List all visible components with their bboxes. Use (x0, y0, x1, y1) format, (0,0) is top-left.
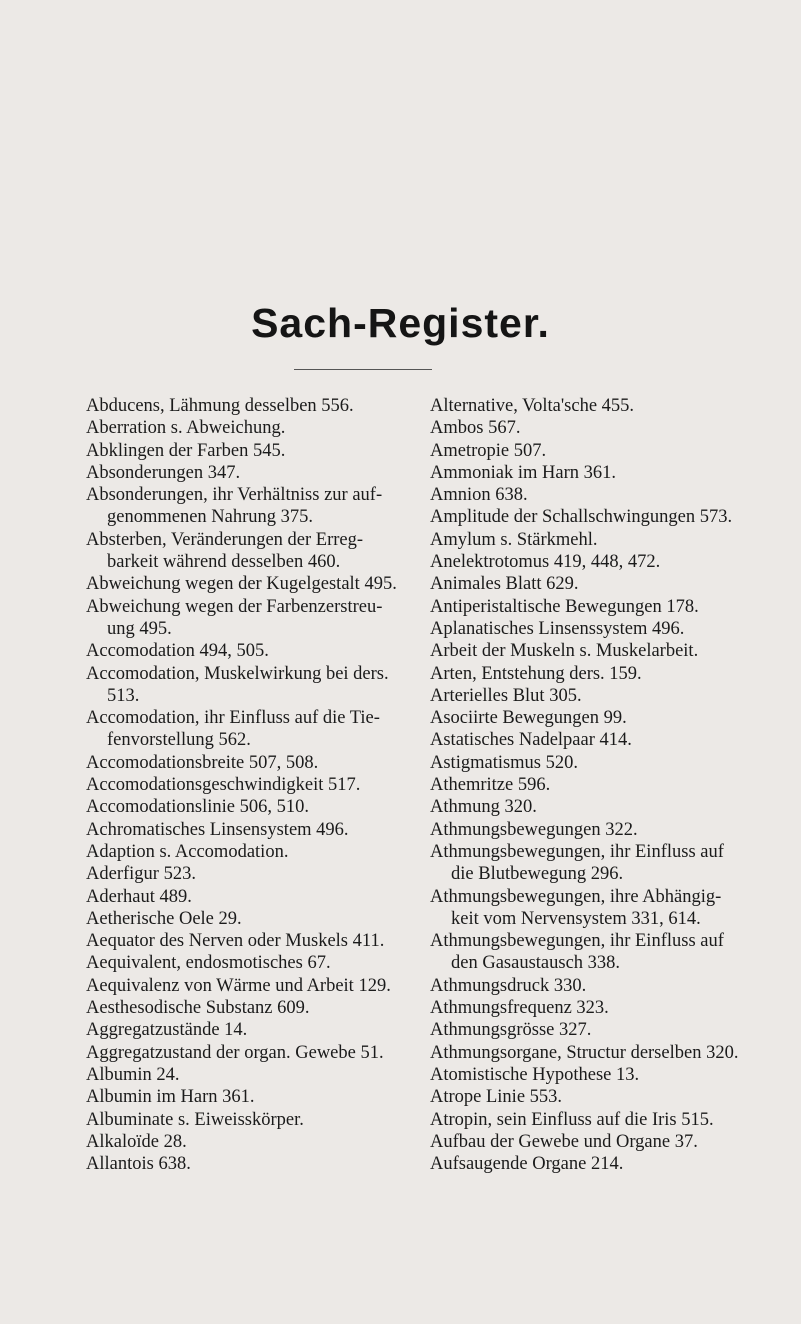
index-entry: Aequivalent, endosmotisches 67. (86, 953, 331, 974)
index-entry: Ametropie 507. (430, 440, 547, 461)
index-entry: Anelektrotomus 419, 448, 472. (430, 552, 661, 573)
index-entry: Albumin im Harn 361. (86, 1087, 255, 1108)
index-entry: Arten, Entstehung ders. 159. (430, 663, 642, 684)
index-entry: Athmungsgrösse 327. (430, 1020, 592, 1041)
index-entry: Amylum s. Stärkmehl. (430, 529, 598, 550)
index-entry: Aufbau der Gewebe und Organe 37. (430, 1131, 698, 1152)
index-entry: Astigmatismus 520. (430, 752, 579, 773)
index-entry: Aetherische Oele 29. (86, 908, 242, 929)
index-entry: Aequivalenz von Wärme und Arbeit 129. (86, 975, 391, 996)
index-entry: Aufsaugende Organe 214. (430, 1154, 624, 1175)
index-entry: Alternative, Volta'sche 455. (430, 396, 635, 416)
index-entry: Albumin 24. (86, 1064, 180, 1085)
index-entry: Athmungsfrequenz 323. (430, 998, 609, 1019)
index-entry: Alkaloïde 28. (86, 1131, 187, 1152)
index-entry: Asociirte Bewegungen 99. (430, 708, 627, 729)
index-entry: Atropin, sein Einfluss auf die Iris 515. (430, 1109, 714, 1130)
index-entry: Atrope Linie 553. (430, 1087, 563, 1108)
index-entry: Arterielles Blut 305. (430, 685, 582, 706)
index-entry: Accomodationslinie 506, 510. (86, 797, 309, 818)
index-entry: Athmung 320. (430, 797, 537, 818)
index-entry: Aggregatzustand der organ. Gewebe 51. (86, 1042, 384, 1063)
index-entry: Aberration s. Abweichung. (86, 418, 286, 439)
index-entry: Ammoniak im Harn 361. (430, 462, 617, 483)
index-entry: Allantois 638. (86, 1154, 191, 1175)
index-entry: Aderhaut 489. (86, 886, 192, 907)
index-entry: Aggregatzustände 14. (86, 1020, 248, 1041)
index-column-right (430, 395, 782, 1175)
index-entry: Athmungsbewegungen, ihre Abhängig- keit vom Nervensystem 331, 614. (430, 886, 722, 929)
index-entry: Athmungsbewegungen, ihr Einfluss auf den Gasaustausch 338. (430, 931, 724, 974)
index-entry: Astatisches Nadelpaar 414. (430, 730, 632, 751)
index-entry: Absterben, Veränderungen der Erreg- barkeit während desselben 460. (86, 529, 364, 573)
index-entry: Ambos 567. (430, 418, 521, 439)
index-entry: Athmungsbewegungen, ihr Einfluss auf die Blutbewegung 296. (430, 841, 724, 885)
index-entry: Animales Blatt 629. (430, 574, 579, 595)
index-entry: Achromatisches Linsensystem 496. (86, 819, 349, 840)
page-title: Sach-Register. (251, 300, 550, 346)
index-column-left (86, 395, 404, 1175)
index-entry: Athmungsdruck 330. (430, 975, 587, 996)
index-entry: Athmungsorgane, Structur derselben 320. (430, 1042, 739, 1063)
index-entry: Aplanatisches Linsenssystem 496. (430, 618, 685, 639)
index-entry: Absonderungen 347. (86, 462, 241, 483)
index-entry: Antiperistaltische Bewegungen 178. (430, 596, 699, 617)
index-entry: Aderfigur 523. (86, 864, 196, 885)
title-divider (294, 369, 432, 370)
index-entry: Albuminate s. Eiweisskörper. (86, 1109, 304, 1130)
index-entry: Amplitude der Schallschwingungen 573. (430, 507, 733, 528)
index-entry: Accomodation, ihr Einfluss auf die Tie- fenvorstellung 562. (86, 708, 380, 751)
index-entry: Amnion 638. (430, 485, 528, 506)
index-entry: Accomodationsbreite 507, 508. (86, 752, 319, 773)
index-entry: Accomodation 494, 505. (86, 641, 269, 662)
index-entry: Adaption s. Accomodation. (86, 841, 289, 862)
index-entry: Absonderungen, ihr Verhältniss zur auf- genommenen Nahrung 375. (86, 485, 383, 528)
index-entry: Aequator des Nerven oder Muskels 411. (86, 931, 385, 952)
index-entry: Aesthesodische Substanz 609. (86, 998, 310, 1019)
index-entry: Athemritze 596. (430, 775, 551, 796)
index-entry: Arbeit der Muskeln s. Muskelarbeit. (430, 641, 699, 662)
index-entry: Abklingen der Farben 545. (86, 440, 286, 461)
index-entry: Athmungsbewegungen 322. (430, 819, 638, 840)
index-entry: Abweichung wegen der Kugelgestalt 495. (86, 574, 397, 595)
index-entry: Accomodationsgeschwindigkeit 517. (86, 775, 361, 796)
index-entry: Atomistische Hypothese 13. (430, 1064, 640, 1085)
index-entry: Abweichung wegen der Farbenzerstreu- ung 495. (86, 596, 383, 639)
index-entry: Abducens, Lähmung desselben 556. (86, 396, 354, 416)
index-entry: Accomodation, Muskelwirkung bei ders. 513. (86, 663, 389, 706)
